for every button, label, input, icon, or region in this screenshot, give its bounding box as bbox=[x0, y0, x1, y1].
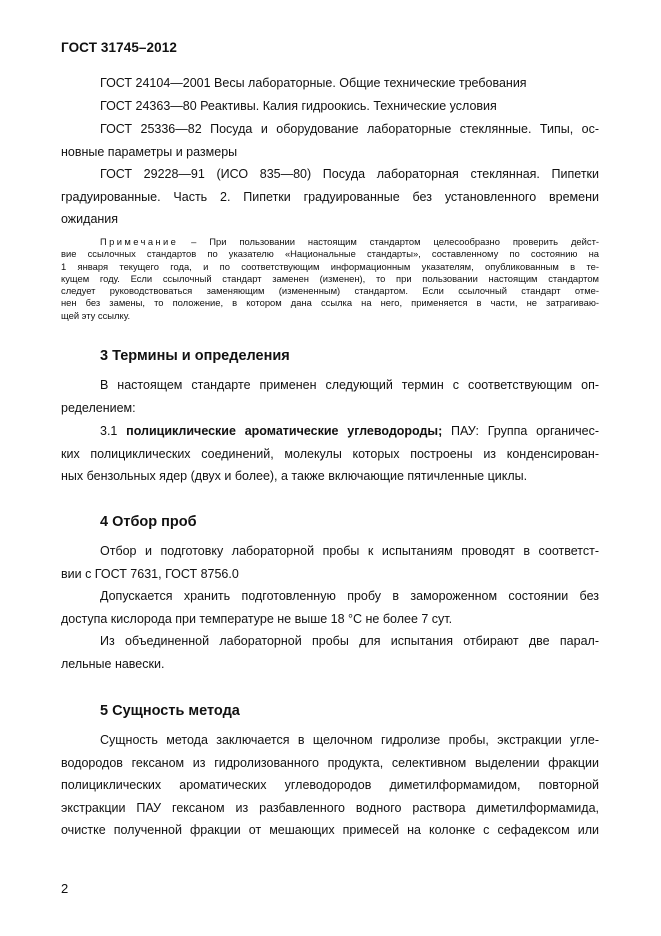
document-header: ГОСТ 31745–2012 bbox=[61, 40, 177, 55]
reference-item: ГОСТ 25336—82 Посуда и оборудование лабораторные стеклянные. Типы, ос- новные параметры и размеры bbox=[61, 122, 599, 159]
paragraph: В настоящем стандарте применен следующий термин с соответствующим оп- ределением: bbox=[61, 378, 599, 415]
section-heading: 5 Сущность метода bbox=[100, 703, 240, 719]
term-definition: 3.1 полициклические ароматические углеводороды; ПАУ: Группа органичес- ких полициклических соединений, молекулы которых построены из конденсирован- ных бензольных ядер (двух и более), а также включающие пятичленные циклы. bbox=[61, 424, 599, 483]
paragraph: Сущность метода заключается в щелочном гидролизе пробы, экстракции угле- водородов гексаном из гидролизованного продукта, селективном выделении фракции полициклических ароматических углеводородов диметилформамидом, повторной экстракции ПАУ гексаном из разбавленного водного раствора диметилформамида, очистке полученной фракции от мешающих примесей на колонке с сефадексом или bbox=[61, 733, 599, 837]
reference-item: ГОСТ 24363—80 Реактивы. Калия гидроокись. Технические условия bbox=[100, 99, 497, 113]
reference-item: ГОСТ 24104—2001 Весы лабораторные. Общие технические требования bbox=[100, 76, 527, 90]
section-heading: 3 Термины и определения bbox=[100, 348, 290, 364]
note-label: Примечание bbox=[100, 236, 179, 247]
term-name: полициклические ароматические углеводороды; bbox=[126, 424, 443, 438]
paragraph: Отбор и подготовку лабораторной пробы к испытаниям проводят в соответст- вии с ГОСТ 7631, ГОСТ 8756.0 bbox=[61, 544, 599, 581]
section-heading: 4 Отбор проб bbox=[100, 514, 197, 530]
note-block: Примечание – При пользовании настоящим стандартом целесообразно проверить дейст- вие ссылочных стандартов по указателю «Национальные стандарты», составленному по состоянию на 1 января текущего года, и по соответствующим информационным указателям, опубликованным в те- кущем году. Если ссылочный стандарт заменен (изменен), то при пользовании настоящим стандартом следует руководствоваться заменяющим (измененным) стандартом. Если ссылочный стандарт отме- нен без замены, то положение, в котором дана ссылка на него, применяется в части, не затрагиваю- щей эту ссылку. bbox=[61, 236, 599, 321]
paragraph: Из объединенной лабораторной пробы для испытания отбирают две парал- лельные навески. bbox=[61, 634, 599, 671]
page-number: 2 bbox=[61, 881, 69, 896]
paragraph: Допускается хранить подготовленную пробу в замороженном состоянии без доступа кислорода при температуре не выше 18 °С не более 7 сут. bbox=[61, 589, 599, 626]
reference-item: ГОСТ 29228—91 (ИСО 835—80) Посуда лабораторная стеклянная. Пипетки градуированные. Часть 2. Пипетки градуированные без установленного времени ожидания bbox=[61, 167, 599, 226]
